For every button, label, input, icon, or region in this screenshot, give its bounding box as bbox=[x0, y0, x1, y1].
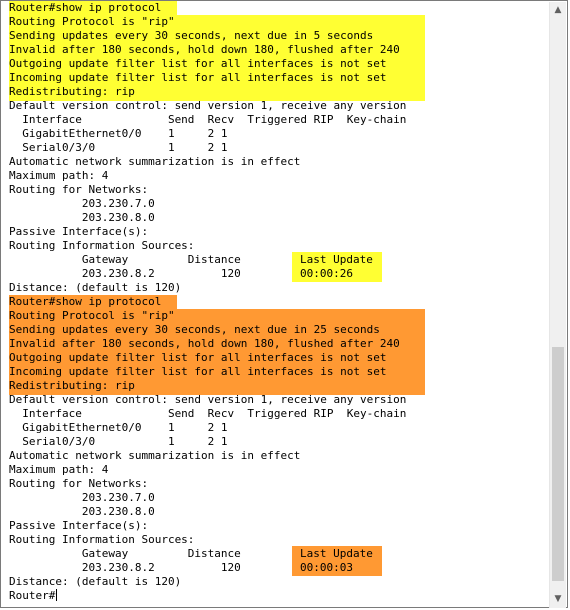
terminal-line bbox=[9, 379, 549, 393]
terminal-line-text: Routing Information Sources: bbox=[9, 239, 195, 252]
terminal-line bbox=[9, 533, 549, 547]
terminal-line-text: 203.230.8.0 bbox=[9, 211, 155, 224]
terminal-line bbox=[9, 71, 549, 85]
terminal-line bbox=[9, 491, 549, 505]
terminal-line-text: 203.230.8.2 120 bbox=[9, 267, 241, 280]
terminal-line bbox=[9, 463, 549, 477]
terminal-line bbox=[9, 561, 549, 575]
terminal-line-text: Distance: (default is 120) bbox=[9, 281, 182, 294]
terminal-line bbox=[9, 393, 549, 407]
terminal-line bbox=[9, 29, 549, 43]
terminal-line-text: Distance: (default is 120) bbox=[9, 575, 182, 588]
terminal-line-text: Automatic network summarization is in effect bbox=[9, 449, 301, 462]
terminal-line bbox=[9, 183, 549, 197]
terminal-line bbox=[9, 435, 549, 449]
terminal-line bbox=[9, 169, 549, 183]
terminal-line-text: 203.230.8.0 bbox=[9, 505, 155, 518]
terminal-line bbox=[9, 323, 549, 337]
terminal-line bbox=[9, 113, 549, 127]
terminal-line bbox=[9, 225, 549, 239]
last-update-value: 00:00:26 bbox=[300, 267, 353, 280]
terminal-line-text: Routing Protocol is "rip" bbox=[9, 15, 175, 28]
last-update-badge-second bbox=[292, 546, 382, 576]
terminal-line bbox=[9, 449, 549, 463]
terminal-line bbox=[9, 57, 549, 71]
text-cursor-icon bbox=[56, 589, 57, 601]
last-update-badge-first bbox=[292, 252, 382, 282]
terminal-line bbox=[9, 337, 549, 351]
terminal-line bbox=[9, 519, 549, 533]
terminal-line-text: GigabitEthernet0/0 1 2 1 bbox=[9, 127, 228, 140]
terminal-line-text: Interface Send Recv Triggered RIP Key-chain bbox=[9, 407, 407, 420]
terminal-line-text: Sending updates every 30 seconds, next due in 25 seconds bbox=[9, 323, 380, 336]
terminal-line-text: Serial0/3/0 1 2 1 bbox=[9, 141, 228, 154]
terminal-line bbox=[9, 127, 549, 141]
terminal-line bbox=[9, 295, 549, 309]
terminal-line bbox=[9, 239, 549, 253]
terminal-line bbox=[9, 197, 549, 211]
terminal-line-text: Invalid after 180 seconds, hold down 180, flushed after 240 bbox=[9, 337, 400, 350]
terminal-line-text: Routing for Networks: bbox=[9, 183, 149, 196]
terminal-line-text: Routing for Networks: bbox=[9, 477, 149, 490]
terminal-line bbox=[9, 547, 549, 561]
terminal-line-text: Gateway Distance bbox=[9, 253, 241, 266]
terminal-line-text: Sending updates every 30 seconds, next due in 5 seconds bbox=[9, 29, 374, 42]
terminal-line bbox=[9, 589, 549, 603]
terminal-line-text: Redistributing: rip bbox=[9, 379, 135, 392]
terminal-line bbox=[9, 99, 549, 113]
terminal-line bbox=[9, 351, 549, 365]
terminal-line-text: Routing Information Sources: bbox=[9, 533, 195, 546]
scroll-down-arrow-icon[interactable]: ▼ bbox=[554, 594, 562, 604]
terminal-line-text: 203.230.7.0 bbox=[9, 197, 155, 210]
terminal-line-text: Router#show ip protocol bbox=[9, 1, 162, 14]
scrollbar-thumb[interactable] bbox=[552, 347, 564, 581]
terminal-line-text: Passive Interface(s): bbox=[9, 519, 149, 532]
scroll-up-arrow-icon[interactable]: ▲ bbox=[554, 5, 562, 15]
terminal-line bbox=[9, 43, 549, 57]
terminal-line-text: Default version control: send version 1, receive any version bbox=[9, 99, 407, 112]
terminal-line bbox=[9, 141, 549, 155]
terminal-line bbox=[9, 407, 549, 421]
terminal-line bbox=[9, 211, 549, 225]
terminal-line bbox=[9, 365, 549, 379]
terminal-line-text: Routing Protocol is "rip" bbox=[9, 309, 175, 322]
terminal-line-text: Automatic network summarization is in effect bbox=[9, 155, 301, 168]
terminal-line bbox=[9, 477, 549, 491]
terminal-line-text: Redistributing: rip bbox=[9, 85, 135, 98]
terminal-line-text: GigabitEthernet0/0 1 2 1 bbox=[9, 421, 228, 434]
vertical-scrollbar[interactable] bbox=[549, 2, 566, 608]
terminal-line-text: Invalid after 180 seconds, hold down 180, flushed after 240 bbox=[9, 43, 400, 56]
terminal-line-text: 203.230.8.2 120 bbox=[9, 561, 241, 574]
terminal-line-text: Default version control: send version 1, receive any version bbox=[9, 393, 407, 406]
terminal-lines bbox=[9, 1, 549, 603]
terminal-line-text: Maximum path: 4 bbox=[9, 169, 109, 182]
terminal-line bbox=[9, 155, 549, 169]
last-update-header: Last Update bbox=[300, 547, 373, 560]
terminal-line bbox=[9, 85, 549, 99]
last-update-value: 00:00:03 bbox=[300, 561, 353, 574]
terminal-line-text: 203.230.7.0 bbox=[9, 491, 155, 504]
terminal-line-text: Passive Interface(s): bbox=[9, 225, 149, 238]
terminal-line-text: Outgoing update filter list for all interfaces is not set bbox=[9, 57, 387, 70]
terminal-line-text: Gateway Distance bbox=[9, 547, 241, 560]
terminal-line bbox=[9, 421, 549, 435]
last-update-header: Last Update bbox=[300, 253, 373, 266]
terminal-line bbox=[9, 15, 549, 29]
terminal-line bbox=[9, 253, 549, 267]
terminal-line bbox=[9, 309, 549, 323]
terminal-line-text: Incoming update filter list for all interfaces is not set bbox=[9, 71, 387, 84]
terminal-line bbox=[9, 267, 549, 281]
terminal-line-text: Serial0/3/0 1 2 1 bbox=[9, 435, 228, 448]
terminal-line-text: Incoming update filter list for all interfaces is not set bbox=[9, 365, 387, 378]
terminal-line-text: Interface Send Recv Triggered RIP Key-chain bbox=[9, 113, 407, 126]
terminal-line-text: Router# bbox=[9, 589, 56, 602]
terminal-line bbox=[9, 505, 549, 519]
terminal-line-text: Maximum path: 4 bbox=[9, 463, 109, 476]
terminal-output[interactable] bbox=[9, 1, 549, 607]
terminal-line bbox=[9, 1, 549, 15]
terminal-line bbox=[9, 281, 549, 295]
terminal-line bbox=[9, 575, 549, 589]
terminal-line-text: Router#show ip protocol bbox=[9, 295, 162, 308]
terminal-line-text: Outgoing update filter list for all interfaces is not set bbox=[9, 351, 387, 364]
